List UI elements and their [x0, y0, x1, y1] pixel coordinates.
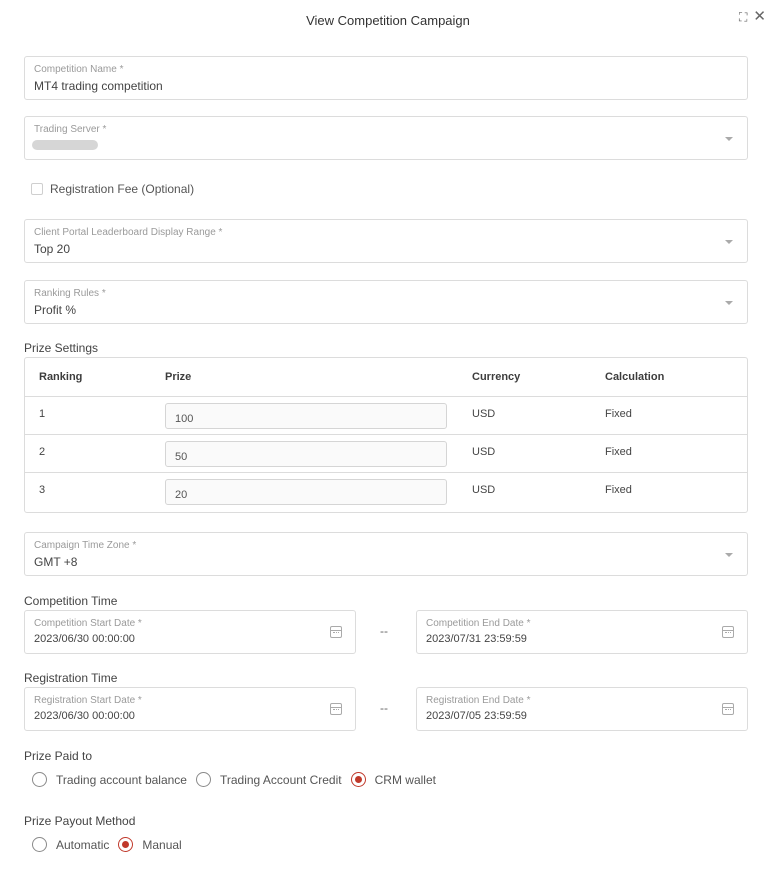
calculation-cell: Fixed	[605, 408, 632, 420]
time-zone-label: Campaign Time Zone *	[34, 540, 137, 551]
radio-label: Automatic	[56, 837, 110, 852]
chevron-down-icon	[725, 240, 733, 244]
radio-trading-account-balance[interactable]	[32, 772, 187, 787]
competition-start-date-value: 2023/06/30 00:00:00	[34, 633, 135, 645]
competition-start-date-label: Competition Start Date *	[34, 618, 142, 629]
radio-label: Manual	[142, 837, 182, 852]
header-calculation: Calculation	[605, 371, 665, 383]
calendar-icon[interactable]	[722, 626, 734, 638]
time-zone-value: GMT +8	[34, 555, 78, 569]
calendar-icon[interactable]	[330, 703, 342, 715]
date-range-separator: --	[380, 701, 388, 715]
prize-paid-to-title: Prize Paid to	[24, 749, 93, 763]
radio-label: CRM wallet	[374, 772, 436, 787]
prize-input[interactable]: 100	[165, 403, 447, 429]
competition-name-value: MT4 trading competition	[34, 79, 163, 93]
radio-button[interactable]	[32, 837, 47, 852]
date-range-separator: --	[380, 624, 388, 638]
radio-button[interactable]	[32, 772, 47, 787]
competition-name-label: Competition Name *	[34, 64, 124, 75]
radio-crm-wallet[interactable]	[351, 772, 436, 787]
ranking-rules-value: Profit %	[34, 303, 77, 317]
ranking-rules-label: Ranking Rules *	[34, 288, 106, 299]
chevron-down-icon	[725, 137, 733, 141]
registration-fee-checkbox[interactable]	[31, 183, 43, 195]
trading-server-redacted-value	[32, 140, 98, 150]
prize-settings-table	[24, 357, 748, 513]
radio-label: Trading account balance	[56, 772, 187, 787]
calendar-icon[interactable]	[330, 626, 342, 638]
ranking-cell: 1	[39, 408, 46, 420]
header-currency: Currency	[472, 371, 521, 383]
table-row	[25, 473, 747, 512]
registration-start-date-label: Registration Start Date *	[34, 695, 142, 706]
table-header-row	[25, 358, 747, 397]
modal-title: View Competition Campaign	[306, 13, 470, 28]
competition-name-field[interactable]	[24, 56, 748, 100]
payout-method-title: Prize Payout Method	[24, 814, 136, 828]
prize-settings-title: Prize Settings	[24, 341, 99, 355]
chevron-down-icon	[725, 553, 733, 557]
registration-end-date-value: 2023/07/05 23:59:59	[426, 710, 527, 722]
currency-cell: USD	[472, 484, 496, 496]
prize-input[interactable]: 20	[165, 479, 447, 505]
leaderboard-range-value: Top 20	[34, 242, 71, 256]
prize-input[interactable]: 50	[165, 441, 447, 467]
radio-manual[interactable]	[118, 837, 181, 852]
radio-trading-account-credit[interactable]	[196, 772, 342, 787]
time-zone-select[interactable]	[24, 532, 748, 576]
radio-automatic[interactable]	[32, 837, 109, 852]
window-controls	[739, 10, 766, 24]
payout-method-options	[32, 837, 191, 852]
calculation-cell: Fixed	[605, 446, 632, 458]
expand-icon[interactable]: ⛶	[739, 10, 748, 24]
competition-end-date-label: Competition End Date *	[426, 618, 531, 629]
leaderboard-range-label: Client Portal Leaderboard Display Range *	[34, 227, 223, 238]
competition-time-title: Competition Time	[24, 594, 118, 608]
ranking-cell: 2	[39, 446, 46, 458]
trading-server-label: Trading Server *	[34, 124, 107, 135]
competition-end-date-field[interactable]	[416, 610, 748, 654]
registration-end-date-field[interactable]	[416, 687, 748, 731]
table-row	[25, 397, 747, 435]
chevron-down-icon	[725, 301, 733, 305]
trading-server-select[interactable]	[24, 116, 748, 160]
calendar-icon[interactable]	[722, 703, 734, 715]
leaderboard-range-select[interactable]	[24, 219, 748, 263]
registration-fee-label: Registration Fee (Optional)	[50, 182, 195, 196]
header-prize: Prize	[165, 371, 192, 383]
header-ranking: Ranking	[39, 371, 83, 383]
competition-start-date-field[interactable]	[24, 610, 356, 654]
registration-start-date-field[interactable]	[24, 687, 356, 731]
radio-label: Trading Account Credit	[219, 772, 342, 787]
registration-start-date-value: 2023/06/30 00:00:00	[34, 710, 135, 722]
close-icon[interactable]: ✕	[753, 8, 766, 25]
competition-end-date-value: 2023/07/31 23:59:59	[426, 633, 527, 645]
radio-button-selected[interactable]	[118, 837, 133, 852]
table-row	[25, 435, 747, 473]
currency-cell: USD	[472, 446, 496, 458]
registration-fee-row[interactable]	[31, 182, 194, 196]
ranking-cell: 3	[39, 484, 46, 496]
radio-button-selected[interactable]	[351, 772, 366, 787]
registration-time-title: Registration Time	[24, 671, 118, 685]
radio-button[interactable]	[196, 772, 211, 787]
prize-paid-to-options	[32, 772, 445, 787]
currency-cell: USD	[472, 408, 496, 420]
ranking-rules-select[interactable]	[24, 280, 748, 324]
registration-end-date-label: Registration End Date *	[426, 695, 531, 706]
calculation-cell: Fixed	[605, 484, 632, 496]
